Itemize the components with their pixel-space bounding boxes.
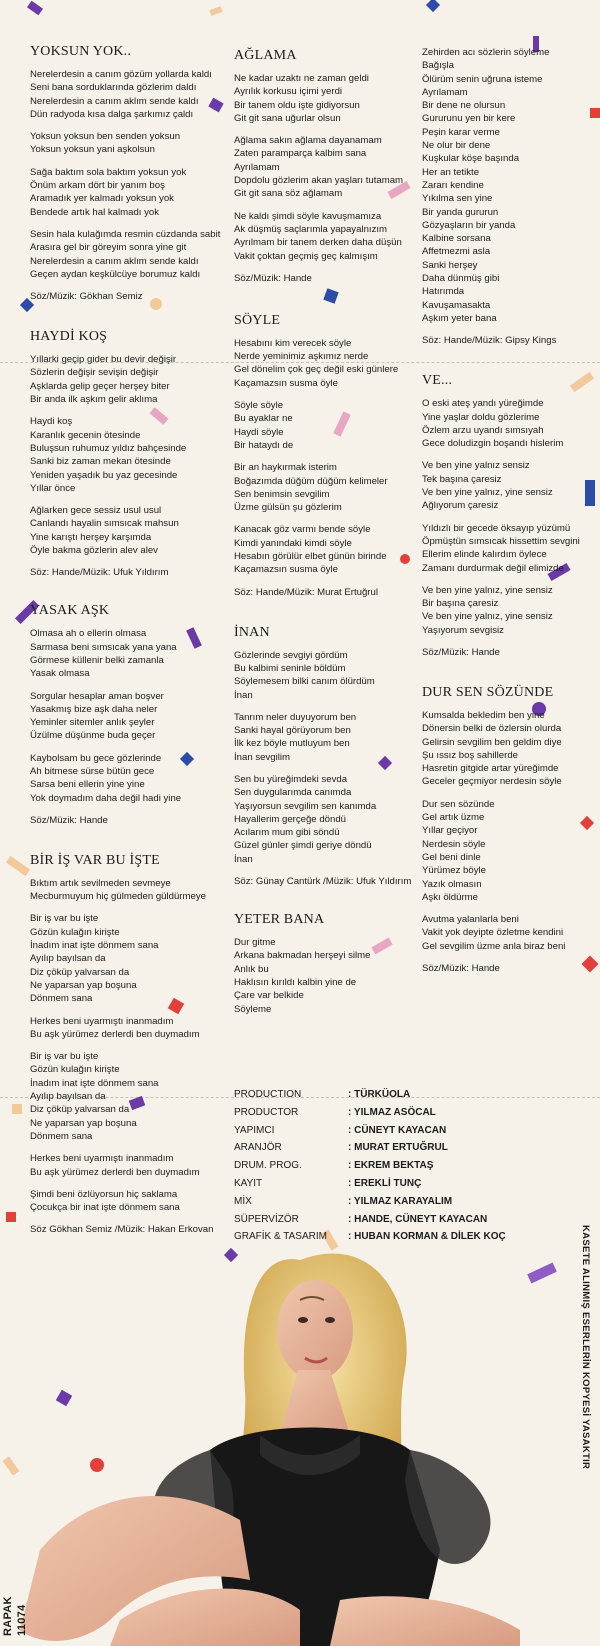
lyric-line: Sağa baktım sola baktım yoksun yok	[30, 166, 187, 178]
artist-face	[277, 1280, 353, 1380]
lyric-line: Önüm arkam dört bir yanım boş	[30, 180, 165, 192]
credit-row	[234, 1139, 534, 1157]
lyric-line: Vakit yok deyipte özletme kendini	[422, 927, 564, 939]
song-yeter-bana-continued	[422, 46, 594, 347]
lyric-line: Sesin hala kulağımda resmin cüzdanda sabit	[30, 228, 221, 240]
lyric-line: Görmese küllenir belki zamanla	[30, 654, 164, 666]
song-bir-is-var-bu-iste	[30, 853, 225, 1237]
song-credit: Söz: Hande/Müzik: Ufuk Yıldırım	[30, 567, 169, 579]
lyric-line: Yıllar geçiyor	[422, 825, 478, 837]
lyric-line: Kaçamazsın susma öyle	[234, 564, 338, 576]
lyric-line: Sanki biz zaman mekan ötesinde	[30, 456, 171, 468]
lyric-line: Hesabın görülür elbet günün birinde	[234, 551, 387, 563]
confetti-piece	[426, 0, 440, 12]
credit-value: : EKREM BEKTAŞ	[348, 1160, 434, 1172]
lyric-line: Yine yaşlar doldu gözlerime	[422, 411, 540, 423]
lyric-line: Ne yaparsan yap boşuna	[30, 979, 137, 991]
lyric-line: Olmasa ah o ellerin olmasa	[30, 628, 147, 640]
lyric-line: Aşkım yeter bana	[422, 312, 497, 324]
lyric-line: Geçen aydan keşkülcüye borumuz kaldı	[30, 268, 201, 280]
lyric-line: Affetmezmi asla	[422, 246, 491, 258]
copy-notice: KASETE ALINMIŞ ESERLERİN KOPYESİ YASAKTIR	[580, 1225, 591, 1470]
lyric-line: Diz çöküp yalvarsan da	[30, 1104, 130, 1116]
stanza	[30, 1015, 225, 1042]
credit-value: : MURAT ERTUĞRUL	[348, 1142, 448, 1154]
stanza	[234, 461, 414, 514]
lyric-line: Ah bitmese sürse bütün gece	[30, 765, 155, 777]
lyric-line: Ve ben yine yalnız, yine sensiz	[422, 584, 553, 596]
stanza	[234, 649, 414, 702]
lyric-line: Ve ben yine yalnız, yine sensiz	[422, 611, 553, 623]
lyric-line: Zehirden acı sözlerin söyleme	[422, 47, 550, 58]
song-title: YASAK AŞK	[30, 603, 110, 619]
lyric-line: Zamanı durdurmak değil elimizde	[422, 562, 564, 574]
stanza	[234, 210, 414, 263]
song-credit: Söz: Hande/Müzik: Gipsy Kings	[422, 335, 557, 347]
lyric-line: Dün radyoda kısa dalga şarkımız çaldı	[30, 108, 194, 120]
lyric-line: Çare var belkide	[234, 990, 304, 1002]
lyric-line: Gel sevgilim üzme anla biraz beni	[422, 940, 566, 952]
lyric-line: Kanacak göz varmı bende söyle	[234, 524, 371, 536]
lyric-line: Sen benimsin sevgilim	[234, 488, 330, 500]
song-yeter-bana	[234, 912, 414, 1016]
lyric-line: Haydi söyle	[234, 426, 284, 438]
song-credit: Söz/Müzik: Hande	[422, 646, 500, 658]
credit-label: PRODUCTOR	[234, 1106, 299, 1118]
lyric-line: Çocukça bir inat işte dönmem sana	[30, 1202, 180, 1214]
lyric-line: Kalbine sorsana	[422, 233, 491, 245]
lyric-line: Ayrılmam bir tanem derken daha düşün	[234, 237, 402, 249]
lyric-line: Yaşıyorsun sevgilim sen kanımda	[234, 800, 377, 812]
lyric-line: Dur gitme	[234, 937, 276, 949]
song-credit: Söz: Günay Cantürk /Müzik: Ufuk Yıldırım	[234, 876, 412, 888]
song-title: AĞLAMA	[234, 48, 297, 63]
song-credit: Söz Gökhan Semiz /Müzik: Hakan Erkovan	[30, 1224, 214, 1236]
stanza	[422, 459, 594, 512]
lyric-line: Bir anda ilk aşkım gelir aklıma	[30, 394, 158, 406]
stanza	[422, 709, 594, 789]
credit-label: KAYIT	[234, 1177, 263, 1189]
lyric-line: Sen bu yüreğimdeki sevda	[234, 773, 348, 785]
stanza	[234, 523, 414, 576]
lyric-line: Hayallerim gerçeğe döndü	[234, 813, 346, 825]
lyric-line: Acılarım mum gibi söndü	[234, 827, 340, 839]
lyric-line: Aramadık yer kalmadı yoksun yok	[30, 193, 174, 205]
catalog-code: RAPAK	[2, 1596, 14, 1636]
stanza	[422, 913, 594, 953]
lyric-line: İnadım inat işte dönmem sana	[30, 940, 159, 952]
lyric-line: Bıktım artık sevilmeden sevmeye	[30, 877, 171, 889]
song-title: İNAN	[234, 624, 270, 640]
stanza	[422, 46, 594, 325]
lyric-line: İnadım inat işte dönmem sana	[30, 1077, 159, 1089]
song-title: YOKSUN YOK..	[30, 44, 132, 59]
lyric-line: Hatırımda	[422, 286, 465, 298]
confetti-piece	[209, 6, 222, 16]
lyric-line: Ayrılamam	[234, 161, 280, 173]
lyric-line: Git git sana söz ağlamam	[234, 188, 343, 200]
lyric-line: Kaçamazsın susma öyle	[234, 377, 338, 389]
lyric-line: Gururunu yen bir kere	[422, 113, 516, 125]
stanza	[30, 1152, 225, 1179]
lyric-line: Bu aşk yürümez derlerdi ben duymadım	[30, 1028, 200, 1040]
lyric-line: Bu aşk yürümez derlerdi ben duymadım	[30, 1166, 200, 1178]
lyric-line: Ellerim elinde kalırdım öylece	[422, 549, 547, 561]
stanza	[234, 711, 414, 764]
lyric-line: Gece doludizgin boşandı hislerim	[422, 438, 564, 450]
lyric-line: Canlandı hayalin sımsıcak mahsun	[30, 518, 179, 530]
credit-row	[234, 1122, 534, 1140]
lyric-line: Kimdi yanındaki kimdi söyle	[234, 537, 352, 549]
lyric-line: Ayılıp bayılsan da	[30, 953, 106, 965]
lyric-line: Zaten paramparça kalbim sana	[234, 148, 367, 160]
lyric-line: Ağlıyorum çaresiz	[422, 500, 499, 512]
lyric-line: Arasıra gel bir göreyim sonra yine git	[30, 242, 187, 254]
lyric-line: Bir hataydı de	[234, 439, 294, 451]
lyric-line: Hasretin gitgide artar yüreğimde	[422, 763, 559, 775]
credit-label: PRODUCTION	[234, 1089, 302, 1100]
song-ve	[422, 373, 594, 659]
stanza	[234, 134, 414, 200]
lyric-line: Git git sana uğurlar olsun	[234, 112, 341, 124]
credit-label: MİX	[234, 1195, 252, 1207]
credit-row	[234, 1228, 534, 1246]
credit-value: : YILMAZ KARAYALIM	[348, 1195, 453, 1207]
lyric-line: Buluşsun ruhumuz yıldız bahçesinde	[30, 442, 187, 454]
lyric-line: Zararı kendine	[422, 179, 484, 191]
credit-label: GRAFİK & TASARIM	[234, 1231, 327, 1243]
credit-row	[234, 1157, 534, 1175]
lyric-line: Kuşkular köşe başında	[422, 153, 520, 165]
stanza	[422, 798, 594, 904]
credit-row	[234, 1175, 534, 1193]
lyric-line: İnan sevgilim	[234, 751, 290, 763]
credit-value: : HANDE, CÜNEYT KAYACAN	[348, 1213, 488, 1225]
lyric-line: Bağışla	[422, 60, 454, 72]
stanza	[30, 68, 225, 121]
stanza	[422, 522, 594, 575]
lyric-line: Yürümez böyle	[422, 865, 486, 877]
lyric-line: Bir iş var bu işte	[30, 913, 99, 925]
lyric-line: Daha dünmüş gibi	[422, 273, 500, 285]
song-aglama	[234, 48, 414, 285]
lyric-line: İlk kez böyle mutluyum ben	[234, 738, 350, 750]
lyric-line: Ne yaparsan yap boşuna	[30, 1117, 137, 1129]
lyric-line: Gel dönelim çok geç değil eski günlere	[234, 364, 399, 376]
lyric-line: Ve ben yine yalnız, yine sensiz	[422, 487, 553, 499]
lyric-line: İnan	[234, 689, 253, 701]
lyric-line: Yine karıştı herşey karşımda	[30, 531, 152, 543]
lyric-line: İnan	[234, 853, 253, 865]
credit-value: : TÜRKÜOLA	[348, 1089, 411, 1100]
credit-value: : CÜNEYT KAYACAN	[348, 1124, 447, 1136]
song-inan	[234, 625, 414, 888]
confetti-piece	[6, 856, 30, 876]
lyric-line: Nerde yeminimiz aşkımız nerde	[234, 351, 369, 363]
lyric-line: Yok doymadım daha değil hadi yine	[30, 792, 182, 804]
lyric-line: Güzel günler şimdi geriye döndü	[234, 840, 372, 852]
song-credit: Söz/Müzik: Hande	[234, 272, 312, 284]
credit-value: : EREKLİ TUNÇ	[348, 1177, 422, 1189]
lyric-line: Özlem arzu uyandı sımsıyah	[422, 424, 544, 436]
stanza	[30, 1188, 225, 1215]
lyric-line: Ağlarken gece sessiz usul usul	[30, 505, 162, 517]
lyric-line: Şu ıssız boş sahillerde	[422, 749, 518, 761]
lyric-line: Her an tetikte	[422, 166, 480, 178]
stanza	[30, 228, 225, 281]
lyric-line: Gözyaşların bir yanda	[422, 219, 516, 231]
lyric-line: Bir başına çaresiz	[422, 598, 499, 610]
song-credit: Söz: Hande/Müzik: Murat Ertuğrul	[234, 586, 378, 598]
lyric-line: Yaşıyorum sevgisiz	[422, 624, 504, 636]
lyric-line: Bendede artık hal kalmadı yok	[30, 206, 160, 218]
lyric-line: Kavuşamasakta	[422, 299, 491, 311]
stanza	[30, 415, 225, 495]
lyric-line: Mecburmuyum hiç gülmeden güldürmeye	[30, 891, 206, 903]
lyric-line: Ayılıp bayılsan da	[30, 1091, 106, 1103]
lyric-line: Yıllarki geçip gider bu devir değişir	[30, 354, 177, 366]
lyric-line: Ak düşmüş saçlarımla yapayalnızım	[234, 223, 388, 235]
lyric-line: Avutma yalanlarla beni	[422, 914, 519, 926]
lyric-line: Boğazımda düğüm düğüm kelimeler	[234, 475, 388, 487]
credit-row	[234, 1104, 534, 1122]
production-credits	[234, 1086, 534, 1246]
lyric-line: Yasakmış bize aşk daha neler	[30, 703, 158, 715]
lyric-line: Sarsa beni ellerin yine yine	[30, 779, 145, 791]
lyric-line: Diz çöküp yalvarsan da	[30, 966, 130, 978]
confetti-piece	[12, 1104, 22, 1114]
song-credit: Söz/Müzik: Gökhan Semiz	[30, 291, 143, 303]
stanza	[30, 353, 225, 406]
lyric-line: Bir yanda gururun	[422, 206, 499, 218]
lyric-line: Üzme gülsün şu gözlerim	[234, 502, 342, 514]
lyric-line: Peşin karar verme	[422, 126, 500, 138]
lyric-line: Dopdolu gözlerim akan yaşları tutamam	[234, 175, 404, 187]
credit-row	[234, 1211, 534, 1229]
song-haydi-kos	[30, 329, 225, 579]
lyric-line: Dönmem sana	[30, 1130, 93, 1142]
lyrics-column-left	[30, 44, 225, 1254]
song-dur-sen-sozunde	[422, 685, 594, 975]
credit-value: : YILMAZ ASÖCAL	[348, 1106, 436, 1118]
lyric-line: Yıkılma sen yine	[422, 193, 493, 205]
song-yasak-ask	[30, 603, 225, 827]
lyric-line: Herkes beni uyarmıştı inanmadım	[30, 1153, 174, 1165]
lyric-line: Ne olur bir dene	[422, 140, 491, 152]
stanza	[234, 72, 414, 125]
stanza	[30, 504, 225, 557]
lyric-line: Yasak olmasa	[30, 668, 90, 680]
lyric-line: Dur sen sözünde	[422, 798, 495, 810]
song-title: HAYDİ KOŞ	[30, 329, 108, 345]
stanza	[30, 912, 225, 1005]
stanza	[30, 690, 225, 743]
lyric-line: Yazık olmasın	[422, 878, 482, 890]
stanza	[30, 166, 225, 219]
song-yoksun-yok	[30, 44, 225, 303]
stanza	[234, 773, 414, 866]
lyric-line: Nerelerdesin a canım aklım sende kaldı	[30, 255, 199, 267]
stanza	[422, 584, 594, 637]
lyric-line: Ayrılamam	[422, 86, 468, 98]
credit-label: YAPIMCI	[234, 1124, 275, 1136]
stanza	[30, 752, 225, 805]
lyric-line: Bir an haykırmak isterim	[234, 462, 337, 474]
lyric-line: Kaybolsam bu gece gözlerinde	[30, 752, 162, 764]
lyric-line: Ayrılık korkusu içimi yerdi	[234, 86, 343, 98]
credit-label: ARANJÖR	[234, 1142, 282, 1154]
lyric-line: Bu ayaklar ne	[234, 413, 293, 425]
stanza	[30, 130, 225, 157]
lyric-line: Sanki herşey	[422, 259, 478, 271]
lyric-line: Sözlerin değişir sevişin değişir	[30, 367, 159, 379]
lyric-line: Sorgular hesaplar aman boşver	[30, 690, 164, 702]
lyric-line: Bir tanem oldu işte gidiyorsun	[234, 99, 360, 111]
lyric-line: Nerelerdesin a canım aklım sende kaldı	[30, 95, 199, 107]
lyric-line: Gel beni dinle	[422, 851, 481, 863]
catalog-number: 11074	[16, 1604, 28, 1636]
lyric-line: Yeniden yaşadık bu yaz gecesinde	[30, 469, 178, 481]
stanza	[30, 877, 225, 904]
song-title: VE...	[422, 373, 453, 389]
lyric-line: Söyle söyle	[234, 400, 284, 412]
song-title: YETER BANA	[234, 912, 325, 928]
lyric-line: Karanlık gecenin ötesinde	[30, 429, 141, 441]
lyric-line: Gözlerinde sevgiyi gördüm	[234, 649, 348, 661]
lyric-line: Yoksun yoksun ben senden yoksun	[30, 131, 181, 143]
credit-value: : HUBAN KORMAN & DİLEK KOÇ	[348, 1231, 506, 1243]
lyric-line: Bu kalbimi seninle böldüm	[234, 662, 346, 674]
lyric-line: Aşklarda gelip geçer herşey biter	[30, 380, 170, 392]
song-soyle	[234, 313, 414, 599]
lyric-line: Geceler geçmiyor nerdesin söyle	[422, 776, 562, 788]
artist-photo	[0, 1220, 600, 1646]
lyric-line: Dönersin belki de özlersin olurda	[422, 723, 562, 735]
song-title: SÖYLE	[234, 312, 281, 328]
lyric-line: Vakit çoktan geçmiş geç kalmışım	[234, 250, 378, 262]
lyric-line: Seni bana sorduklarında gözlerim daldı	[30, 82, 197, 94]
lyric-line: Gelirsin sevgilim ben geldim diye	[422, 736, 562, 748]
lyric-line: Hesabını kim verecek söyle	[234, 337, 352, 349]
lyric-line: Kumsalda bekledim ben yine	[422, 709, 545, 721]
song-title: DUR SEN SÖZÜNDE	[422, 684, 554, 700]
stanza	[30, 1050, 225, 1143]
lyric-line: Bir iş var bu işte	[30, 1051, 99, 1063]
lyrics-column-right	[422, 46, 594, 993]
stanza	[234, 399, 414, 452]
lyric-line: Tanrım neler duyuyorum ben	[234, 711, 357, 723]
lyric-line: Tek başına çaresiz	[422, 473, 502, 485]
lyric-line: Söyleme	[234, 1003, 272, 1015]
lyric-line: Ne kadar uzaktı ne zaman geldi	[234, 73, 369, 84]
stanza	[30, 627, 225, 680]
lyric-line: Söylemesem bilki canım ölürdüm	[234, 676, 375, 688]
lyric-line: Haklısın kırıldı kalbin yine de	[234, 976, 357, 988]
lyric-line: Şimdi beni özlüyorsun hiç saklama	[30, 1188, 178, 1200]
lyric-line: Ağlama sakın ağlama dayanamam	[234, 135, 382, 147]
lyric-line: Dönmem sana	[30, 993, 93, 1005]
lyric-line: Sen duygularımda canımda	[234, 787, 352, 799]
lyric-line: Yoksun yoksun yani aşkolsun	[30, 144, 155, 156]
lyrics-column-middle	[234, 48, 414, 1034]
lyric-line: Yeminler sitemler anlık şeyler	[30, 717, 155, 729]
confetti-piece	[27, 1, 43, 16]
song-credit: Söz/Müzik: Hande	[30, 814, 108, 826]
lyric-line: Aşkı öldürme	[422, 891, 478, 903]
lyric-line: Nerdesin söyle	[422, 838, 486, 850]
credit-row	[234, 1086, 534, 1104]
lyric-line: Öpmüştün sımsıcak hissettim sevgini	[422, 535, 580, 547]
lyric-line: Yıllar önce	[30, 482, 76, 494]
lyric-line: Gözün kulağın kirişte	[30, 926, 120, 938]
lyric-line: Nerelerdesin a canım gözüm yollarda kaldı	[30, 69, 212, 80]
stanza	[422, 397, 594, 450]
lyric-line: O eski ateş yandı yüreğimde	[422, 398, 544, 410]
lyric-line: Sarmasa beni sımsıcak yana yana	[30, 641, 177, 653]
lyric-line: Üzülme düşünme buda geçer	[30, 730, 156, 742]
lyric-line: Gözün kulağın kirişte	[30, 1064, 120, 1076]
lyric-line: Ölürüm senin uğruna isteme	[422, 73, 543, 85]
lyric-line: Sanki hayal görüyorum ben	[234, 725, 351, 737]
credit-row	[234, 1193, 534, 1211]
song-credit: Söz/Müzik: Hande	[422, 963, 500, 975]
lyric-line: Haydi koş	[30, 416, 73, 428]
stanza	[234, 337, 414, 390]
lyric-line: Herkes beni uyarmıştı inanmadım	[30, 1015, 174, 1027]
lyric-line: Öyle bakma gözlerin alev alev	[30, 545, 158, 557]
lyric-line: Yıldızlı bir gecede öksayıp yüzümü	[422, 522, 571, 534]
lyric-line: Anlık bu	[234, 963, 269, 975]
lyric-line: Bir dene ne olursun	[422, 100, 506, 112]
lyric-line: Ne kaldı şimdi söyle kavuşmamıza	[234, 210, 382, 222]
lyric-line: Gel artık üzme	[422, 812, 485, 824]
stanza	[234, 936, 414, 1016]
lyric-line: Ve ben yine yalnız sensiz	[422, 460, 530, 472]
lyric-line: Arkana bakmadan herşeyi silme	[234, 950, 371, 962]
credit-label: SÜPERVİZÖR	[234, 1213, 299, 1225]
song-title: BİR İŞ VAR BU İŞTE	[30, 852, 160, 868]
credit-label: DRUM. PROG.	[234, 1160, 302, 1172]
